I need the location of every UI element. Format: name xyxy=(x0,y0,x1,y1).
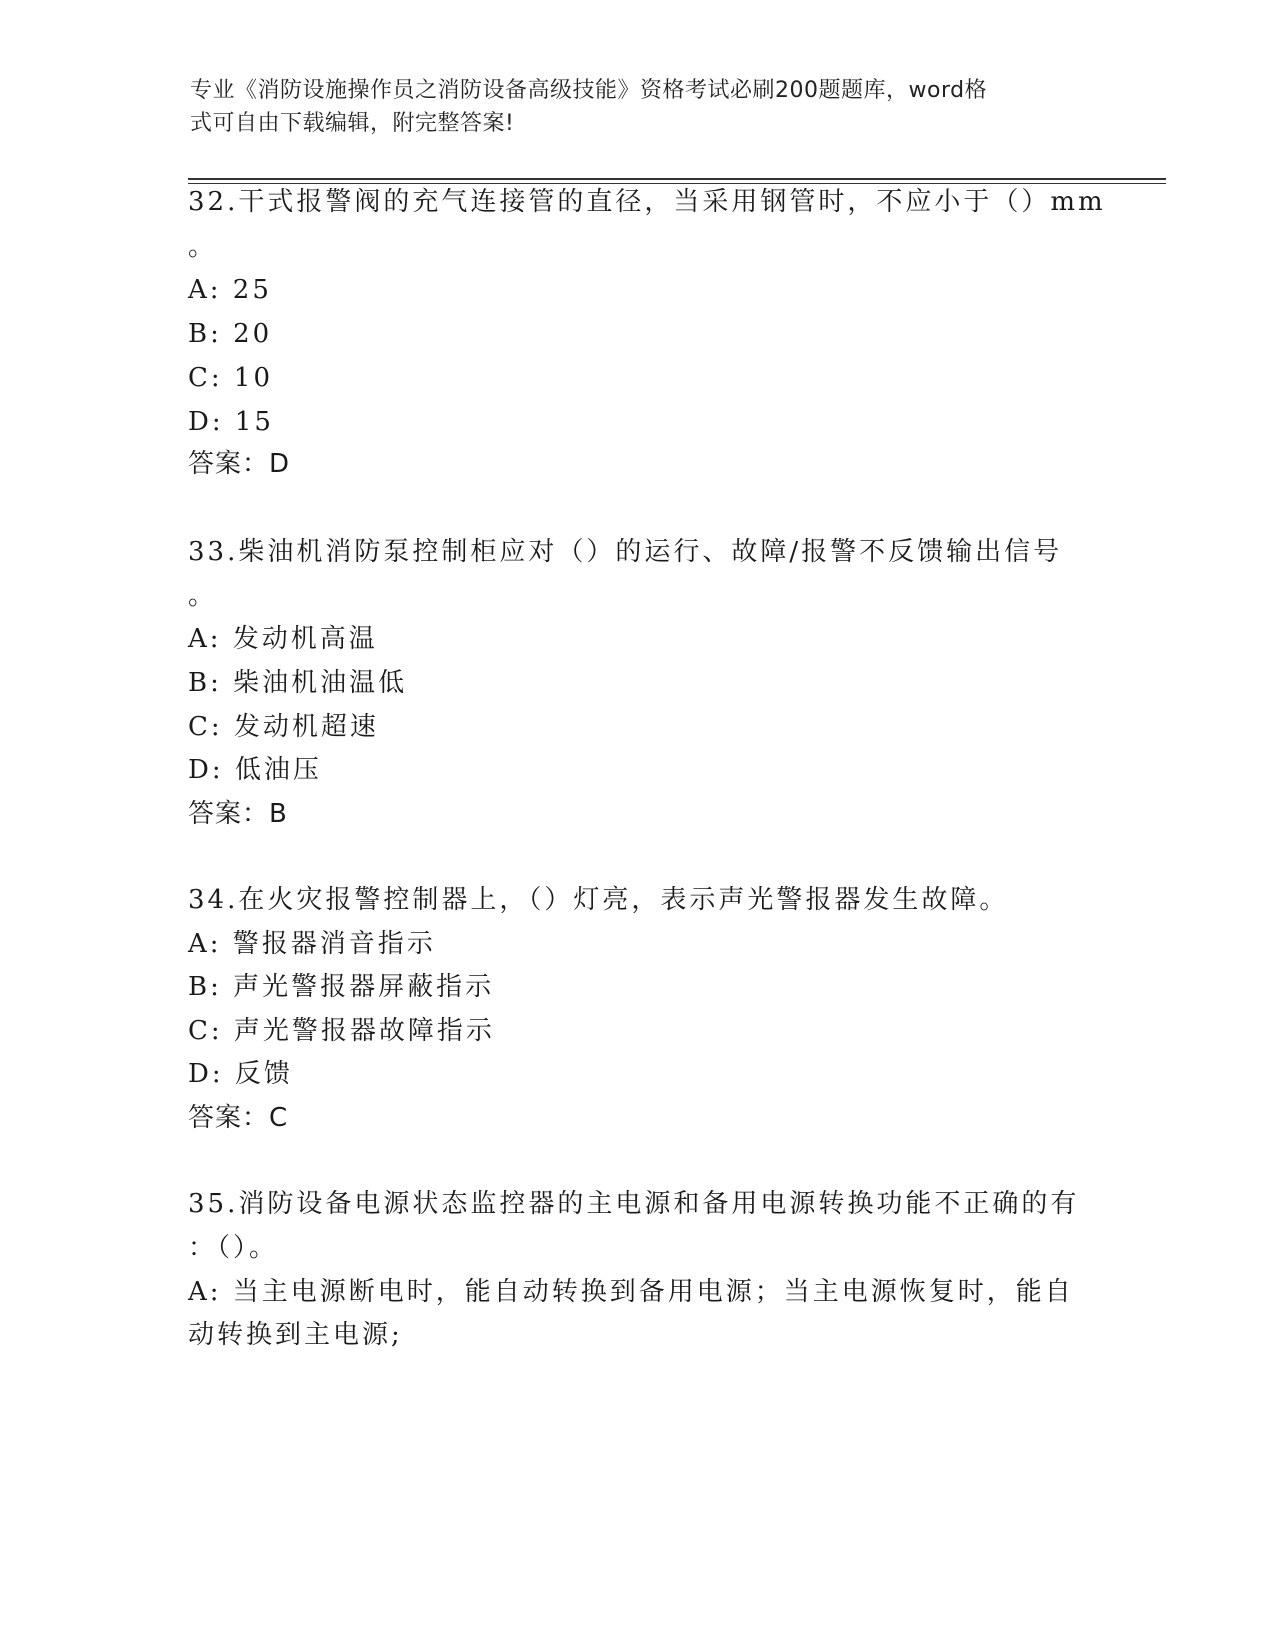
question-33-option-a: A: 发动机高温 xyxy=(188,624,378,654)
question-35-option-a: A: 当主电源断电时，能自动转换到备用电源；当主电源恢复时，能自 xyxy=(188,1277,1074,1307)
question-33-option-d: D: 低油压 xyxy=(188,755,322,785)
question-34-option-a: A: 警报器消音指示 xyxy=(188,929,436,959)
question-34-option-b: B: 声光警报器屏蔽指示 xyxy=(188,972,495,1002)
question-32-option-d: D: 15 xyxy=(188,407,274,437)
header-line-1: 专业《消防设施操作员之消防设备高级技能》资格考试必刷200题题库，word格 xyxy=(190,78,988,103)
question-33-stem: 33.柴油机消防泵控制柜应对（）的运行、故障/报警不反馈输出信号 xyxy=(188,537,1063,567)
question-32-stem: 32.干式报警阀的充气连接管的直径，当采用钢管时，不应小于（）mm xyxy=(188,187,1106,217)
question-32-option-c: C: 10 xyxy=(188,363,274,393)
question-33-stem-continued: 。 xyxy=(188,581,218,611)
header-line-2: 式可自由下载编辑，附完整答案! xyxy=(190,111,515,136)
question-34-option-d: D: 反馈 xyxy=(188,1059,293,1089)
header-divider-thick xyxy=(188,178,1166,180)
question-34-stem: 34.在火灾报警控制器上，（）灯亮，表示声光警报器发生故障。 xyxy=(188,885,1009,915)
question-33-option-c: C: 发动机超速 xyxy=(188,712,379,742)
question-34-option-c: C: 声光警报器故障指示 xyxy=(188,1016,495,1046)
question-35-stem: 35.消防设备电源状态监控器的主电源和备用电源转换功能不正确的有 xyxy=(188,1189,1080,1219)
question-35-stem-continued: ：（）。 xyxy=(188,1233,279,1263)
question-32-stem-continued: 。 xyxy=(188,232,218,262)
question-33-answer: 答案：B xyxy=(188,799,288,829)
question-32-answer: 答案：D xyxy=(188,449,291,479)
question-35-option-a-continued: 动转换到主电源; xyxy=(188,1320,403,1350)
question-32-option-b: B: 20 xyxy=(188,319,273,349)
question-34-answer: 答案：C xyxy=(188,1103,289,1133)
question-33-option-b: B: 柴油机油温低 xyxy=(188,668,408,698)
document-header xyxy=(190,74,1080,140)
question-32-option-a: A: 25 xyxy=(188,275,272,305)
